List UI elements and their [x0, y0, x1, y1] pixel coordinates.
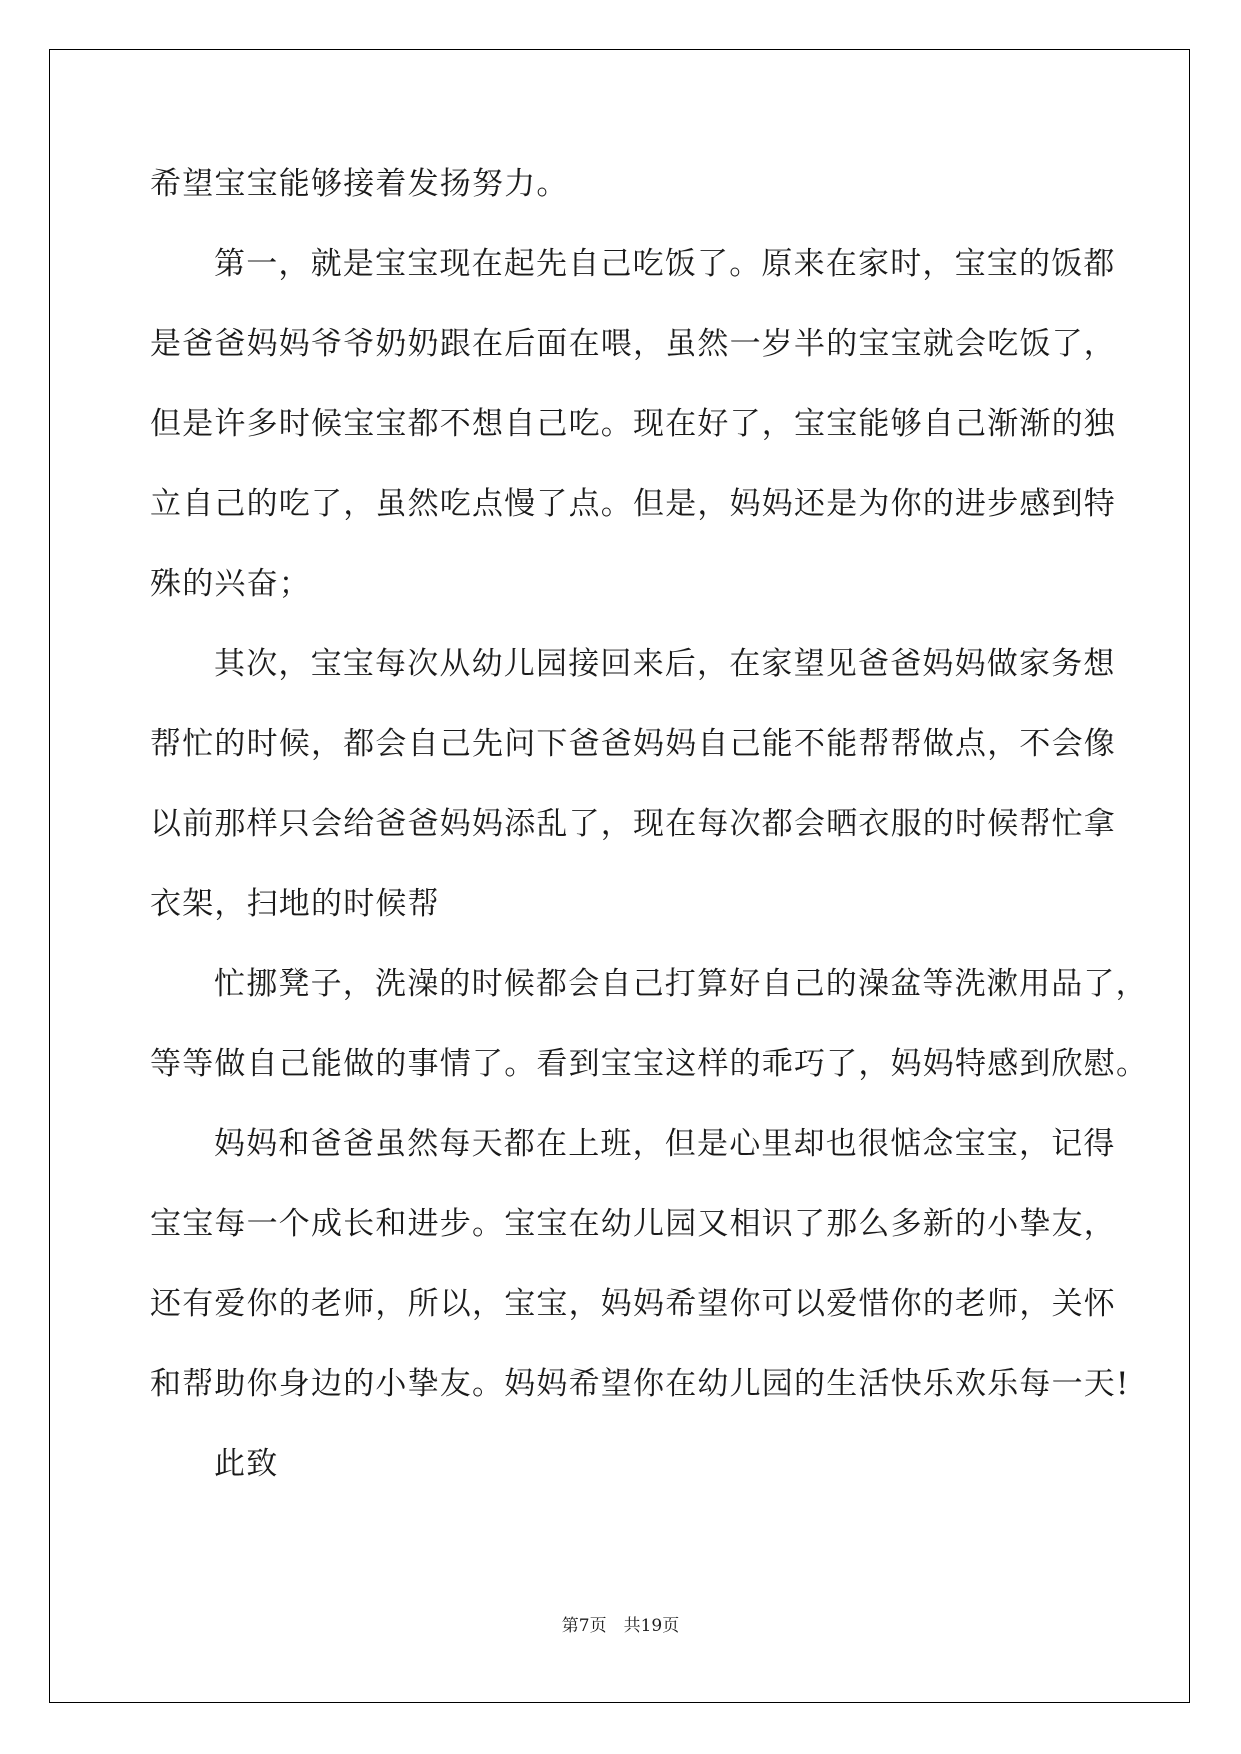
text-line: 是爸爸妈妈爷爷奶奶跟在后面在喂，虽然一岁半的宝宝就会吃饭了，	[150, 326, 1116, 362]
text-line: 以前那样只会给爸爸妈妈添乱了，现在每次都会晒衣服的时候帮忙拿	[150, 806, 1116, 842]
text-line: 宝宝每一个成长和进步。宝宝在幼儿园又相识了那么多新的小挚友，	[150, 1206, 1116, 1242]
text-line: 忙挪凳子，洗澡的时候都会自己打算好自己的澡盆等洗漱用品了，	[214, 966, 1148, 1002]
text-line: 其次，宝宝每次从幼儿园接回来后，在家望见爸爸妈妈做家务想	[214, 646, 1116, 682]
text-line: 此致	[214, 1446, 279, 1482]
text-line: 衣架，扫地的时候帮	[150, 886, 440, 922]
text-line: 但是许多时候宝宝都不想自己吃。现在好了，宝宝能够自己渐渐的独	[150, 406, 1116, 442]
text-line: 和帮助你身边的小挚友。妈妈希望你在幼儿园的生活快乐欢乐每一天!	[150, 1366, 1130, 1402]
page-footer: 第7页 共19页	[561, 1616, 680, 1636]
text-line: 立自己的吃了，虽然吃点慢了点。但是，妈妈还是为你的进步感到特	[150, 486, 1116, 522]
text-line: 殊的兴奋；	[150, 566, 311, 602]
text-line: 等等做自己能做的事情了。看到宝宝这样的乖巧了，妈妈特感到欣慰。	[150, 1046, 1149, 1082]
text-line: 帮忙的时候，都会自己先问下爸爸妈妈自己能不能帮帮做点，不会像	[150, 726, 1116, 762]
text-line: 希望宝宝能够接着发扬努力。	[150, 166, 569, 202]
text-line: 还有爱你的老师，所以，宝宝，妈妈希望你可以爱惜你的老师，关怀	[150, 1286, 1116, 1322]
text-line: 妈妈和爸爸虽然每天都在上班，但是心里却也很惦念宝宝，记得	[214, 1126, 1116, 1162]
text-line: 第一，就是宝宝现在起先自己吃饭了。原来在家时，宝宝的饭都	[214, 246, 1116, 282]
document-body	[150, 155, 1149, 1515]
